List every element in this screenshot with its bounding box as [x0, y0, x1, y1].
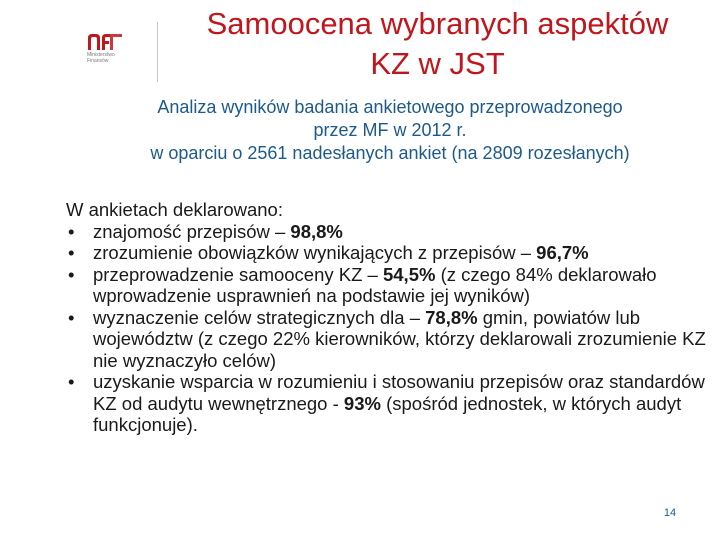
item-text: znajomość przepisów – — [93, 220, 291, 242]
item-text-after: gmin, powiatów lub województw (z czego 22% kierowników, którzy deklarowali zrozumienie KZ nie wyznaczyło celów) — [93, 306, 706, 371]
page-number: 14 — [663, 507, 677, 519]
item-text: wyznaczenie celów strategicznych dla – — [93, 306, 426, 328]
bullet-list — [66, 221, 716, 436]
logo-text — [87, 52, 115, 64]
item-text-after: (z czego 84% deklarowało wprowadzenie usprawnień na podstawie jej wyników) — [93, 263, 657, 306]
bullet-icon: • — [68, 263, 75, 285]
list-item — [66, 264, 716, 307]
bullet-icon: • — [68, 371, 75, 392]
bullet-icon: • — [68, 242, 75, 263]
title-line2: KZ w JST — [370, 46, 505, 81]
subtitle-line3: w oparciu o 2561 nadesłanych ankiet (na 2809 rozesłanych) — [150, 143, 630, 163]
list-item — [66, 221, 716, 243]
item-value: 98,8% — [290, 220, 343, 242]
list-item — [66, 242, 716, 264]
subtitle-line1: Analiza wyników badania ankietowego przeprowadzonego — [157, 97, 623, 117]
item-value: 96,7% — [536, 242, 589, 263]
ministry-logo — [86, 30, 146, 66]
title-line1: Samoocena wybranych aspektów — [206, 6, 669, 41]
page-title — [160, 4, 715, 84]
logo-name-line2: Finansów — [87, 58, 109, 64]
logo-divider — [157, 22, 158, 82]
item-text: zrozumienie obowiązków wynikających z przepisów – — [93, 242, 537, 263]
bullet-icon: • — [68, 306, 75, 328]
item-text: uzyskanie wsparcia w rozumieniu i stosowaniu przepisów oraz standardów KZ od audytu wewnętrznego - — [93, 371, 705, 414]
mf-logo-icon — [86, 30, 124, 52]
list-item — [66, 371, 716, 436]
item-value: 54,5% — [382, 263, 436, 285]
slide-body — [66, 199, 716, 436]
item-text: przeprowadzenie samooceny KZ – — [93, 263, 383, 285]
item-value: 93% — [343, 392, 381, 414]
list-item — [66, 307, 716, 372]
logo-name-line1: Ministerstwo — [87, 52, 115, 58]
bullet-icon: • — [68, 220, 75, 242]
intro-text: W ankietach deklarowano: — [66, 199, 283, 220]
item-value: 78,8% — [425, 306, 478, 328]
subtitle-line2: przez MF w 2012 r. — [313, 120, 467, 140]
subtitle — [60, 96, 720, 165]
item-text-after: (spośród jednostek, w których audyt funkcjonuje). — [93, 392, 682, 435]
